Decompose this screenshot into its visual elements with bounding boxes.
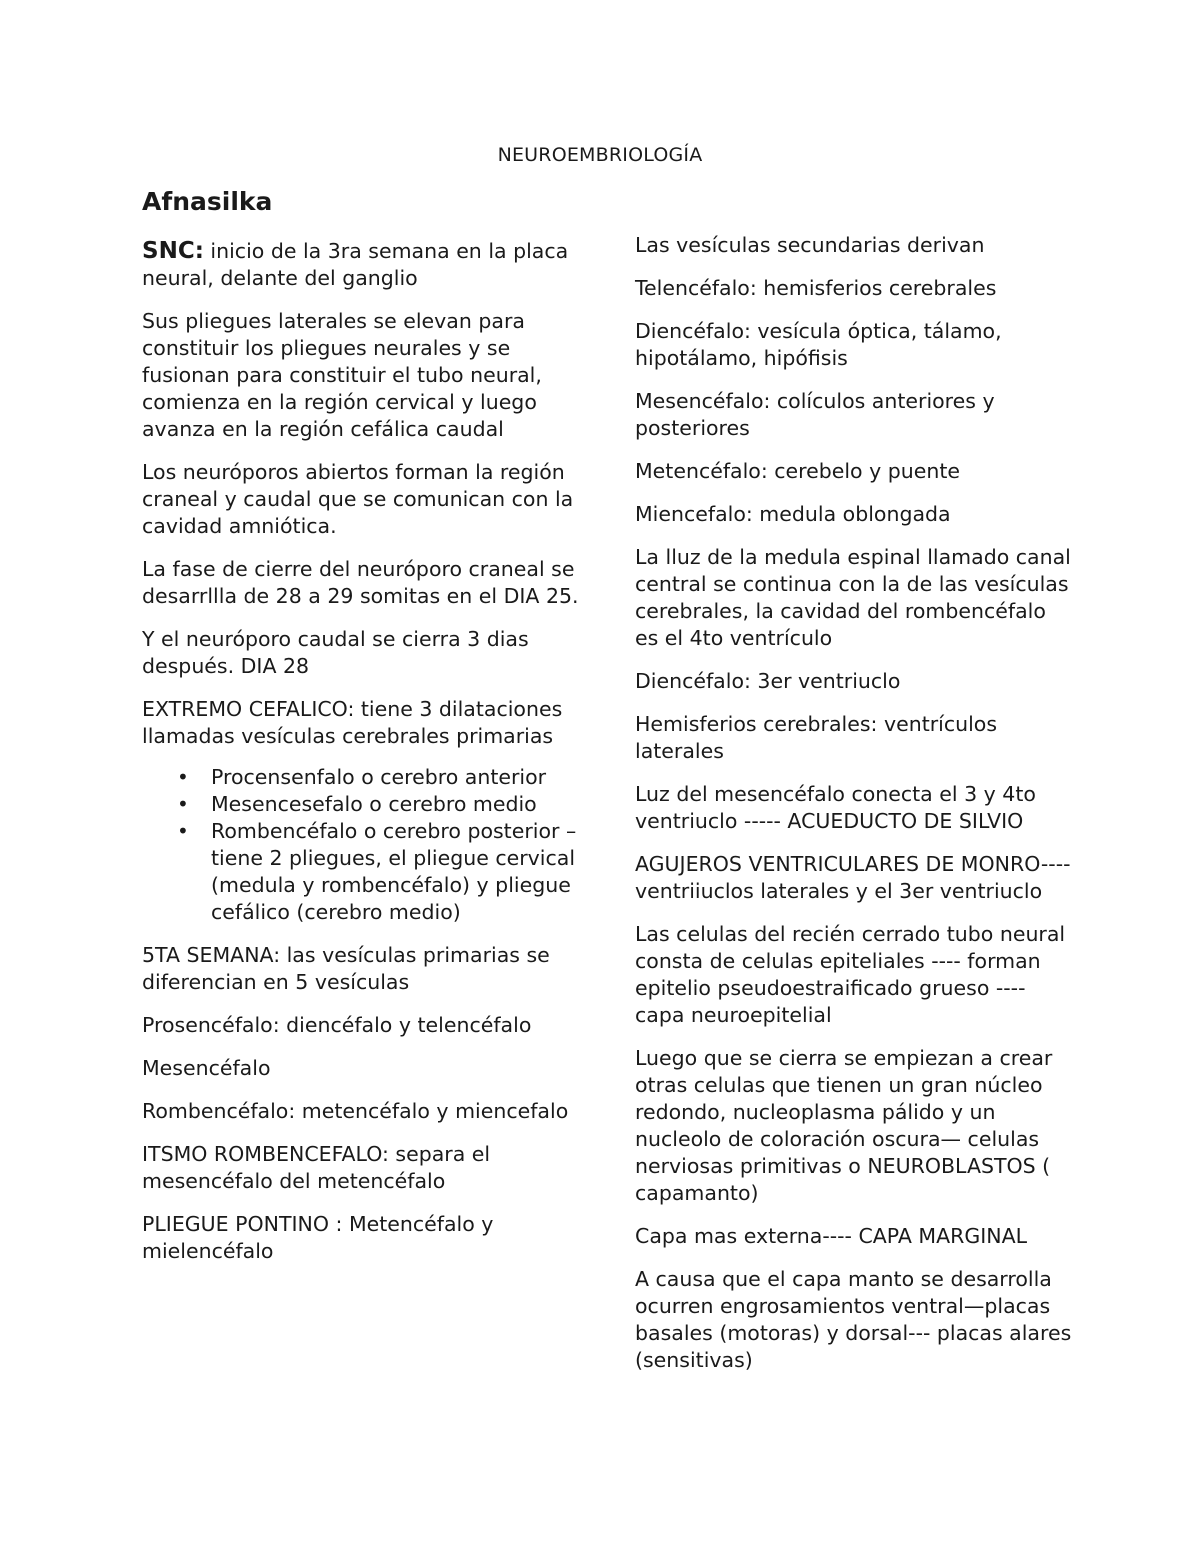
paragraph-neuropores: Los neuróporos abiertos forman la región craneal y caudal que se comunican con la cavidad amniótica. <box>142 460 574 538</box>
right-column <box>635 232 1075 1390</box>
section-heading: Afnasilka <box>142 187 273 216</box>
paragraph-caudal-closure: Y el neuróporo caudal se cierra 3 dias después. DIA 28 <box>142 627 529 678</box>
paragraph-neuroepithelium: Las celulas del recién cerrado tubo neural consta de celulas epiteliales ---- forman epitelio pseudoestraificado grueso ---- capa neuroepitelial <box>635 922 1066 1027</box>
snc-paragraph <box>142 238 582 292</box>
paragraph-plates: A causa que el capa manto se desarrolla ocurren engrosamientos ventral—placas basales (motoras) y dorsal--- placas alares (sensitivas) <box>635 1267 1072 1372</box>
list-item <box>142 818 582 926</box>
list-item-text: Mesencesefalo o cerebro medio <box>211 792 537 816</box>
paragraph-pontine-flexure: PLIEGUE PONTINO : Metencéfalo y mielencéfalo <box>142 1212 494 1263</box>
paragraph-myelencephalon: Miencefalo: medula oblongada <box>635 502 951 526</box>
paragraph-mesencephalon: Mesencéfalo <box>142 1056 271 1080</box>
snc-label: SNC: <box>142 238 204 264</box>
document-title: NEUROEMBRIOLOGÍA <box>497 144 703 166</box>
paragraph-fifth-week: 5TA SEMANA: las vesículas primarias se diferencian en 5 vesículas <box>142 943 550 994</box>
paragraph-mesencephalon-colliculi: Mesencéfalo: colículos anteriores y posteriores <box>635 389 995 440</box>
paragraph-monro: AGUJEROS VENTRICULARES DE MONRO---- ventriiuclos laterales y el 3er ventriuclo <box>635 852 1071 903</box>
left-column <box>142 186 582 1281</box>
snc-text: inicio de la 3ra semana en la placa neural, delante del ganglio <box>142 239 569 290</box>
bullet-icon: • <box>177 792 189 816</box>
paragraph-rhombencephalon: Rombencéfalo: metencéfalo y miencefalo <box>142 1099 569 1123</box>
list-item-text: Procensenfalo o cerebro anterior <box>211 765 547 789</box>
paragraph-lateral-ventricles: Hemisferios cerebrales: ventrículos laterales <box>635 712 998 763</box>
paragraph-metencephalon: Metencéfalo: cerebelo y puente <box>635 459 961 483</box>
paragraph-diencephalon: Diencéfalo: vesícula óptica, tálamo, hipotálamo, hipófisis <box>635 319 1002 370</box>
list-item <box>142 764 582 791</box>
paragraph-marginal-layer: Capa mas externa---- CAPA MARGINAL <box>635 1224 1028 1248</box>
paragraph-cephalic-end: EXTREMO CEFALICO: tiene 3 dilataciones llamadas vesículas cerebrales primarias <box>142 697 563 748</box>
paragraph-cranial-closure: La fase de cierre del neuróporo craneal se desarrllla de 28 a 29 somitas en el DIA 25. <box>142 557 579 608</box>
paragraph-aqueduct: Luz del mesencéfalo conecta el 3 y 4to ventriuclo ----- ACUEDUCTO DE SILVIO <box>635 782 1036 833</box>
paragraph-telencephalon: Telencéfalo: hemisferios cerebrales <box>635 276 997 300</box>
paragraph-secondary-vesicles: Las vesículas secundarias derivan <box>635 233 985 257</box>
bullet-icon: • <box>177 765 189 789</box>
list-item <box>142 791 582 818</box>
paragraph-neural-folds: Sus pliegues laterales se elevan para constituir los pliegues neurales y se fusionan para constituir el tubo neural, comienza en la región cervical y luego avanza en la región cefálica caudal <box>142 309 542 441</box>
list-item-text: Rombencéfalo o cerebro posterior – tiene 2 pliegues, el pliegue cervical (medula y rombencéfalo) y pliegue cefálico (cerebro medio) <box>211 819 577 924</box>
paragraph-neuroblasts: Luego que se cierra se empiezan a crear otras celulas que tienen un gran núcleo redondo, nucleoplasma pálido y un nucleolo de coloración oscura— celulas nerviosas primitivas o NEUROBLASTOS ( capamanto) <box>635 1046 1053 1205</box>
paragraph-prosencephalon: Prosencéfalo: diencéfalo y telencéfalo <box>142 1013 532 1037</box>
paragraph-central-canal: La lluz de la medula espinal llamado canal central se continua con la de las vesículas cerebrales, la cavidad del rombencéfalo es el 4to ventrículo <box>635 545 1071 650</box>
paragraph-isthmus: ITSMO ROMBENCEFALO: separa el mesencéfalo del metencéfalo <box>142 1142 491 1193</box>
primary-vesicles-list <box>142 764 582 926</box>
bullet-icon: • <box>177 819 189 843</box>
paragraph-third-ventricle: Diencéfalo: 3er ventriuclo <box>635 669 901 693</box>
